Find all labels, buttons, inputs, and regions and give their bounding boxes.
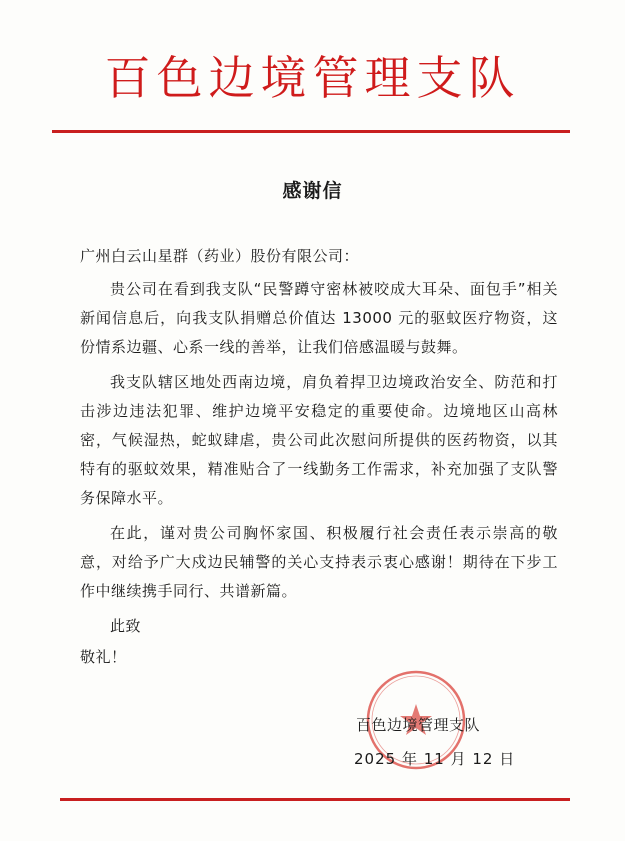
closing-salute: 敬礼！ (80, 648, 127, 666)
paragraph-1: 贵公司在看到我支队“民警蹲守密林被咬成大耳朵、面包手”相关新闻信息后，向我支队捐赠总价值达 13000 元的驱蚊医疗物资，这份情系边疆、心系一线的善举，让我们倍感温暖与鼓舞。 (80, 280, 558, 356)
letter-body (80, 242, 558, 672)
signature-date: 2025 年 11 月 12 日 (354, 750, 516, 768)
signature-block (354, 708, 554, 776)
signature-organization: 百色边境管理支队 (356, 716, 481, 734)
recipient-line: 广州白云山星群（药业）股份有限公司： (80, 247, 360, 265)
paragraph-2: 我支队辖区地处西南边境，肩负着捍卫边境政治安全、防范和打击涉边违法犯罪、维护边境平安稳定的重要使命。边境地区山高林密，气候湿热，蛇蚁肆虐，贵公司此次慰问所提供的医药物资，以其特有的驱蚊效果，精准贴合了一线勤务工作需求，补充加强了支队警务保障水平。 (80, 373, 558, 507)
letterhead-title: 百色边境管理支队 (104, 51, 521, 105)
closing-regards: 此致 (110, 617, 142, 635)
paragraph-3: 在此，谨对贵公司胸怀家国、积极履行社会责任表示崇高的敬意，对给予广大戍边民辅警的关心支持表示衷心感谢！期待在下步工作中继续携手同行、共谱新篇。 (80, 524, 558, 600)
letterhead-divider (52, 130, 570, 133)
letter-title: 感谢信 (282, 180, 343, 202)
footer-divider (60, 798, 570, 801)
